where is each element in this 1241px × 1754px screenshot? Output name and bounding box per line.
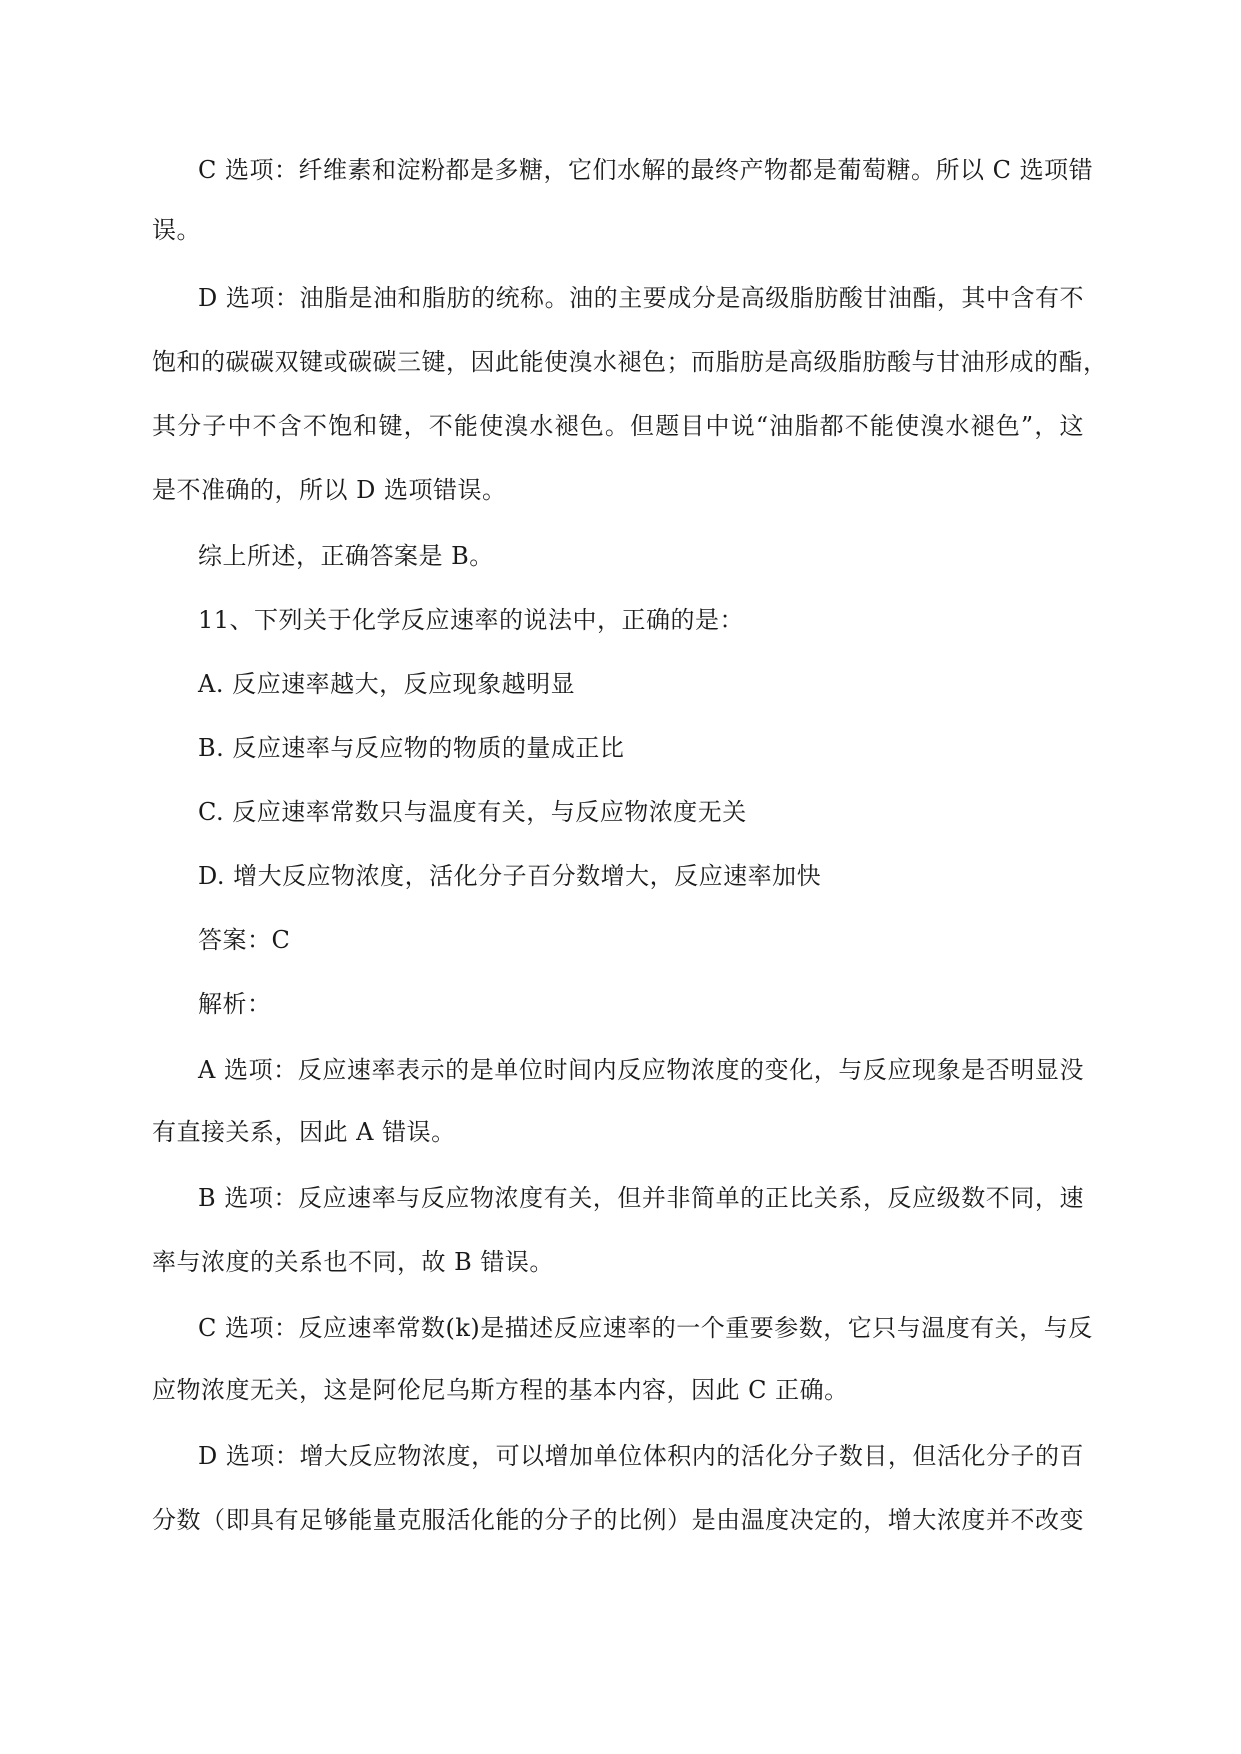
answer-label: 答案：C bbox=[198, 926, 291, 954]
analysis-b-line-2: 率与浓度的关系也不同，故 B 错误。 bbox=[152, 1248, 554, 1276]
analysis-c-line-2: 应物浓度无关，这是阿伦尼乌斯方程的基本内容，因此 C 正确。 bbox=[152, 1376, 849, 1404]
summary-answer: 综上所述，正确答案是 B。 bbox=[198, 542, 494, 570]
paragraph-d-option-line-4: 是不准确的，所以 D 选项错误。 bbox=[152, 476, 507, 504]
question-11-option-a: A. 反应速率越大，反应现象越明显 bbox=[198, 670, 576, 698]
question-11-option-c: C. 反应速率常数只与温度有关，与反应物浓度无关 bbox=[198, 798, 747, 826]
analysis-a-line-1: A 选项：反应速率表示的是单位时间内反应物浓度的变化，与反应现象是否明显没 bbox=[198, 1056, 1084, 1084]
paragraph-d-option-line-1: D 选项：油脂是油和脂肪的统称。油的主要成分是高级脂肪酸甘油酯，其中含有不 bbox=[198, 284, 1084, 312]
question-11-option-b: B. 反应速率与反应物的物质的量成正比 bbox=[198, 734, 625, 762]
question-11-title: 11、下列关于化学反应速率的说法中，正确的是： bbox=[198, 606, 745, 634]
paragraph-d-option-line-2: 饱和的碳碳双键或碳碳三键，因此能使溴水褪色；而脂肪是高级脂肪酸与甘油形成的酯， bbox=[152, 348, 1108, 376]
analysis-c-line-1: C 选项：反应速率常数(k)是描述反应速率的一个重要参数，它只与温度有关，与反 bbox=[198, 1314, 1093, 1342]
analysis-label: 解析： bbox=[198, 990, 272, 1018]
analysis-d-line-2: 分数（即具有足够能量克服活化能的分子的比例）是由温度决定的，增大浓度并不改变 bbox=[152, 1506, 1084, 1534]
analysis-d-line-1: D 选项：增大反应物浓度，可以增加单位体积内的活化分子数目，但活化分子的百 bbox=[198, 1442, 1084, 1470]
question-11-option-d: D. 增大反应物浓度，活化分子百分数增大，反应速率加快 bbox=[198, 862, 822, 890]
analysis-b-line-1: B 选项：反应速率与反应物浓度有关，但并非简单的正比关系，反应级数不同，速 bbox=[198, 1184, 1084, 1212]
analysis-a-line-2: 有直接关系，因此 A 错误。 bbox=[152, 1118, 456, 1146]
paragraph-d-option-line-3: 其分子中不含不饱和键，不能使溴水褪色。但题目中说“油脂都不能使溴水褪色”，这 bbox=[152, 412, 1084, 440]
paragraph-c-option-line-1: C 选项：纤维素和淀粉都是多糖，它们水解的最终产物都是葡萄糖。所以 C 选项错 bbox=[198, 156, 1094, 184]
paragraph-c-option-line-2: 误。 bbox=[152, 216, 201, 244]
